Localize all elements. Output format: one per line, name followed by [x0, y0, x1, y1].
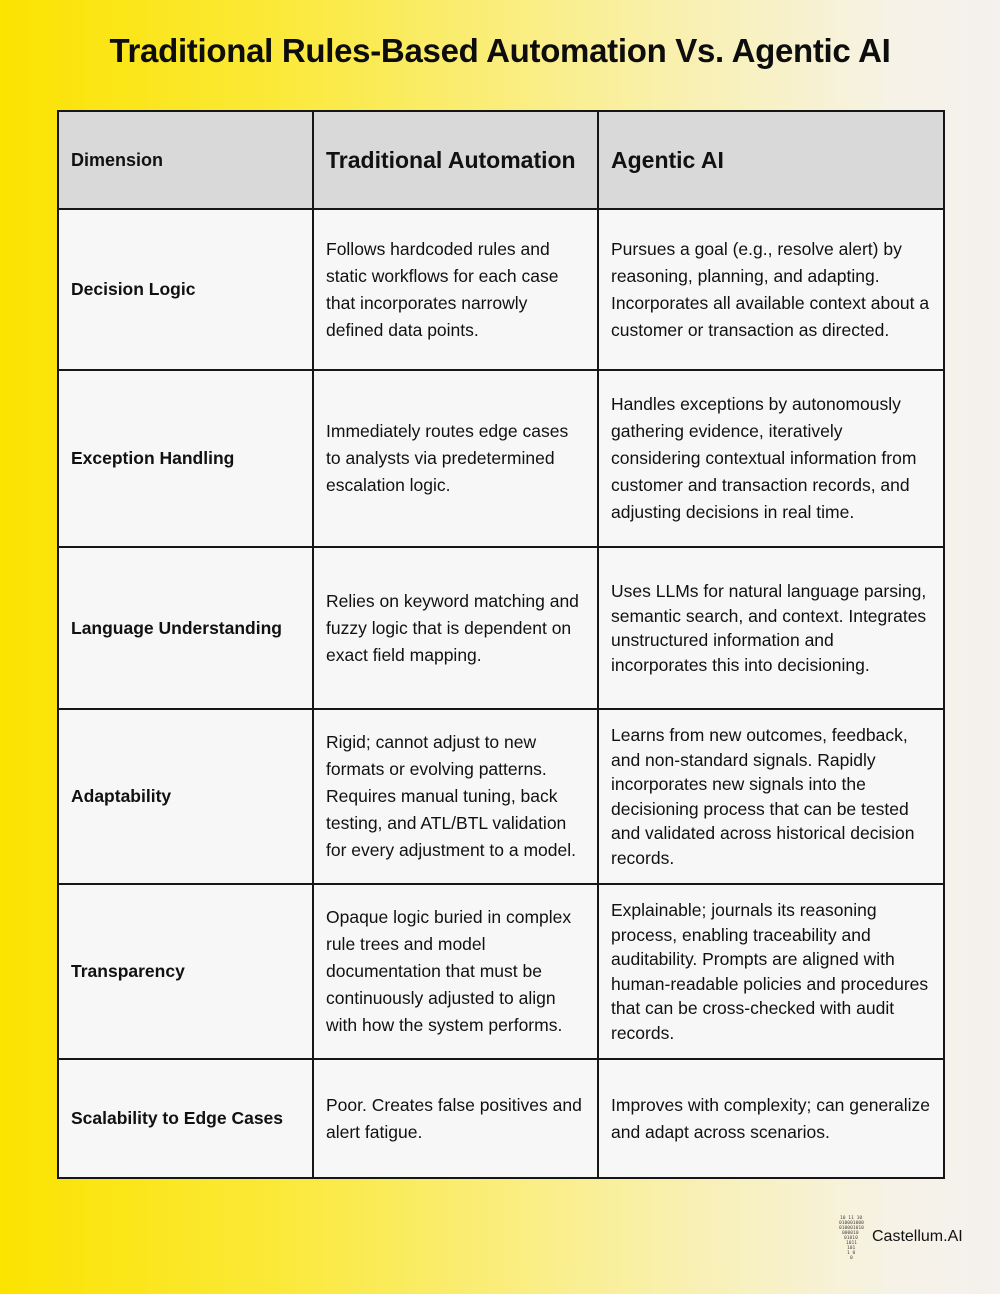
table-row [58, 884, 944, 1059]
svg-text:000010: 000010 [842, 1231, 859, 1236]
agentic-cell: Uses LLMs for natural language parsing, semantic search, and context. Integrates unstructured information and incorporates this into decisioning. [598, 547, 944, 709]
svg-text:1011: 1011 [846, 1241, 858, 1246]
traditional-cell: Immediately routes edge cases to analysts via predetermined escalation logic. [313, 370, 598, 547]
svg-text:0: 0 [850, 1256, 853, 1260]
agentic-cell: Handles exceptions by autonomously gathering evidence, iteratively considering contextual information from customer and transaction records, and adjusting decisions in real time. [598, 370, 944, 547]
column-header-dimension: Dimension [58, 111, 313, 209]
binary-tower-icon [838, 1214, 866, 1260]
svg-text:010001000: 010001000 [839, 1221, 864, 1226]
table-row [58, 1059, 944, 1178]
dimension-cell: Adaptability [58, 709, 313, 884]
svg-text:01010: 01010 [844, 1236, 858, 1241]
dimension-cell: Exception Handling [58, 370, 313, 547]
traditional-cell: Rigid; cannot adjust to new formats or evolving patterns. Requires manual tuning, back testing, and ATL/BTL validation for every adjustment to a model. [313, 709, 598, 884]
column-header-traditional: Traditional Automation [313, 111, 598, 209]
comparison-table [57, 110, 945, 1179]
svg-text:10 11 10: 10 11 10 [840, 1216, 863, 1221]
traditional-cell: Poor. Creates false positives and alert fatigue. [313, 1059, 598, 1178]
svg-text:1 0: 1 0 [847, 1251, 856, 1256]
table-row [58, 209, 944, 370]
dimension-cell: Decision Logic [58, 209, 313, 370]
table-row [58, 547, 944, 709]
dimension-cell: Language Understanding [58, 547, 313, 709]
dimension-cell: Transparency [58, 884, 313, 1059]
agentic-cell: Learns from new outcomes, feedback, and non-standard signals. Rapidly incorporates new signals into the decisioning process that can be tested and validated across historical decision records. [598, 709, 944, 884]
castellum-logo [838, 1214, 963, 1260]
traditional-cell: Opaque logic buried in complex rule trees and model documentation that must be continuously adjusted to align with how the system performs. [313, 884, 598, 1059]
agentic-cell: Explainable; journals its reasoning process, enabling traceability and auditability. Prompts are aligned with human-readable policies and procedures that can be cross-checked with audit records. [598, 884, 944, 1059]
table-row [58, 370, 944, 547]
column-header-agentic: Agentic AI [598, 111, 944, 209]
page-title: Traditional Rules-Based Automation Vs. Agentic AI [109, 32, 891, 69]
agentic-cell: Pursues a goal (e.g., resolve alert) by reasoning, planning, and adapting. Incorporates all available context about a customer or transaction as directed. [598, 209, 944, 370]
logo-text: Castellum.AI [872, 1228, 963, 1245]
table-row [58, 709, 944, 884]
traditional-cell: Follows hardcoded rules and static workflows for each case that incorporates narrowly defined data points. [313, 209, 598, 370]
table-header-row [58, 111, 944, 209]
svg-text:010001010: 010001010 [839, 1226, 864, 1231]
traditional-cell: Relies on keyword matching and fuzzy logic that is dependent on exact field mapping. [313, 547, 598, 709]
svg-text:101: 101 [847, 1246, 856, 1251]
agentic-cell: Improves with complexity; can generalize and adapt across scenarios. [598, 1059, 944, 1178]
dimension-cell: Scalability to Edge Cases [58, 1059, 313, 1178]
